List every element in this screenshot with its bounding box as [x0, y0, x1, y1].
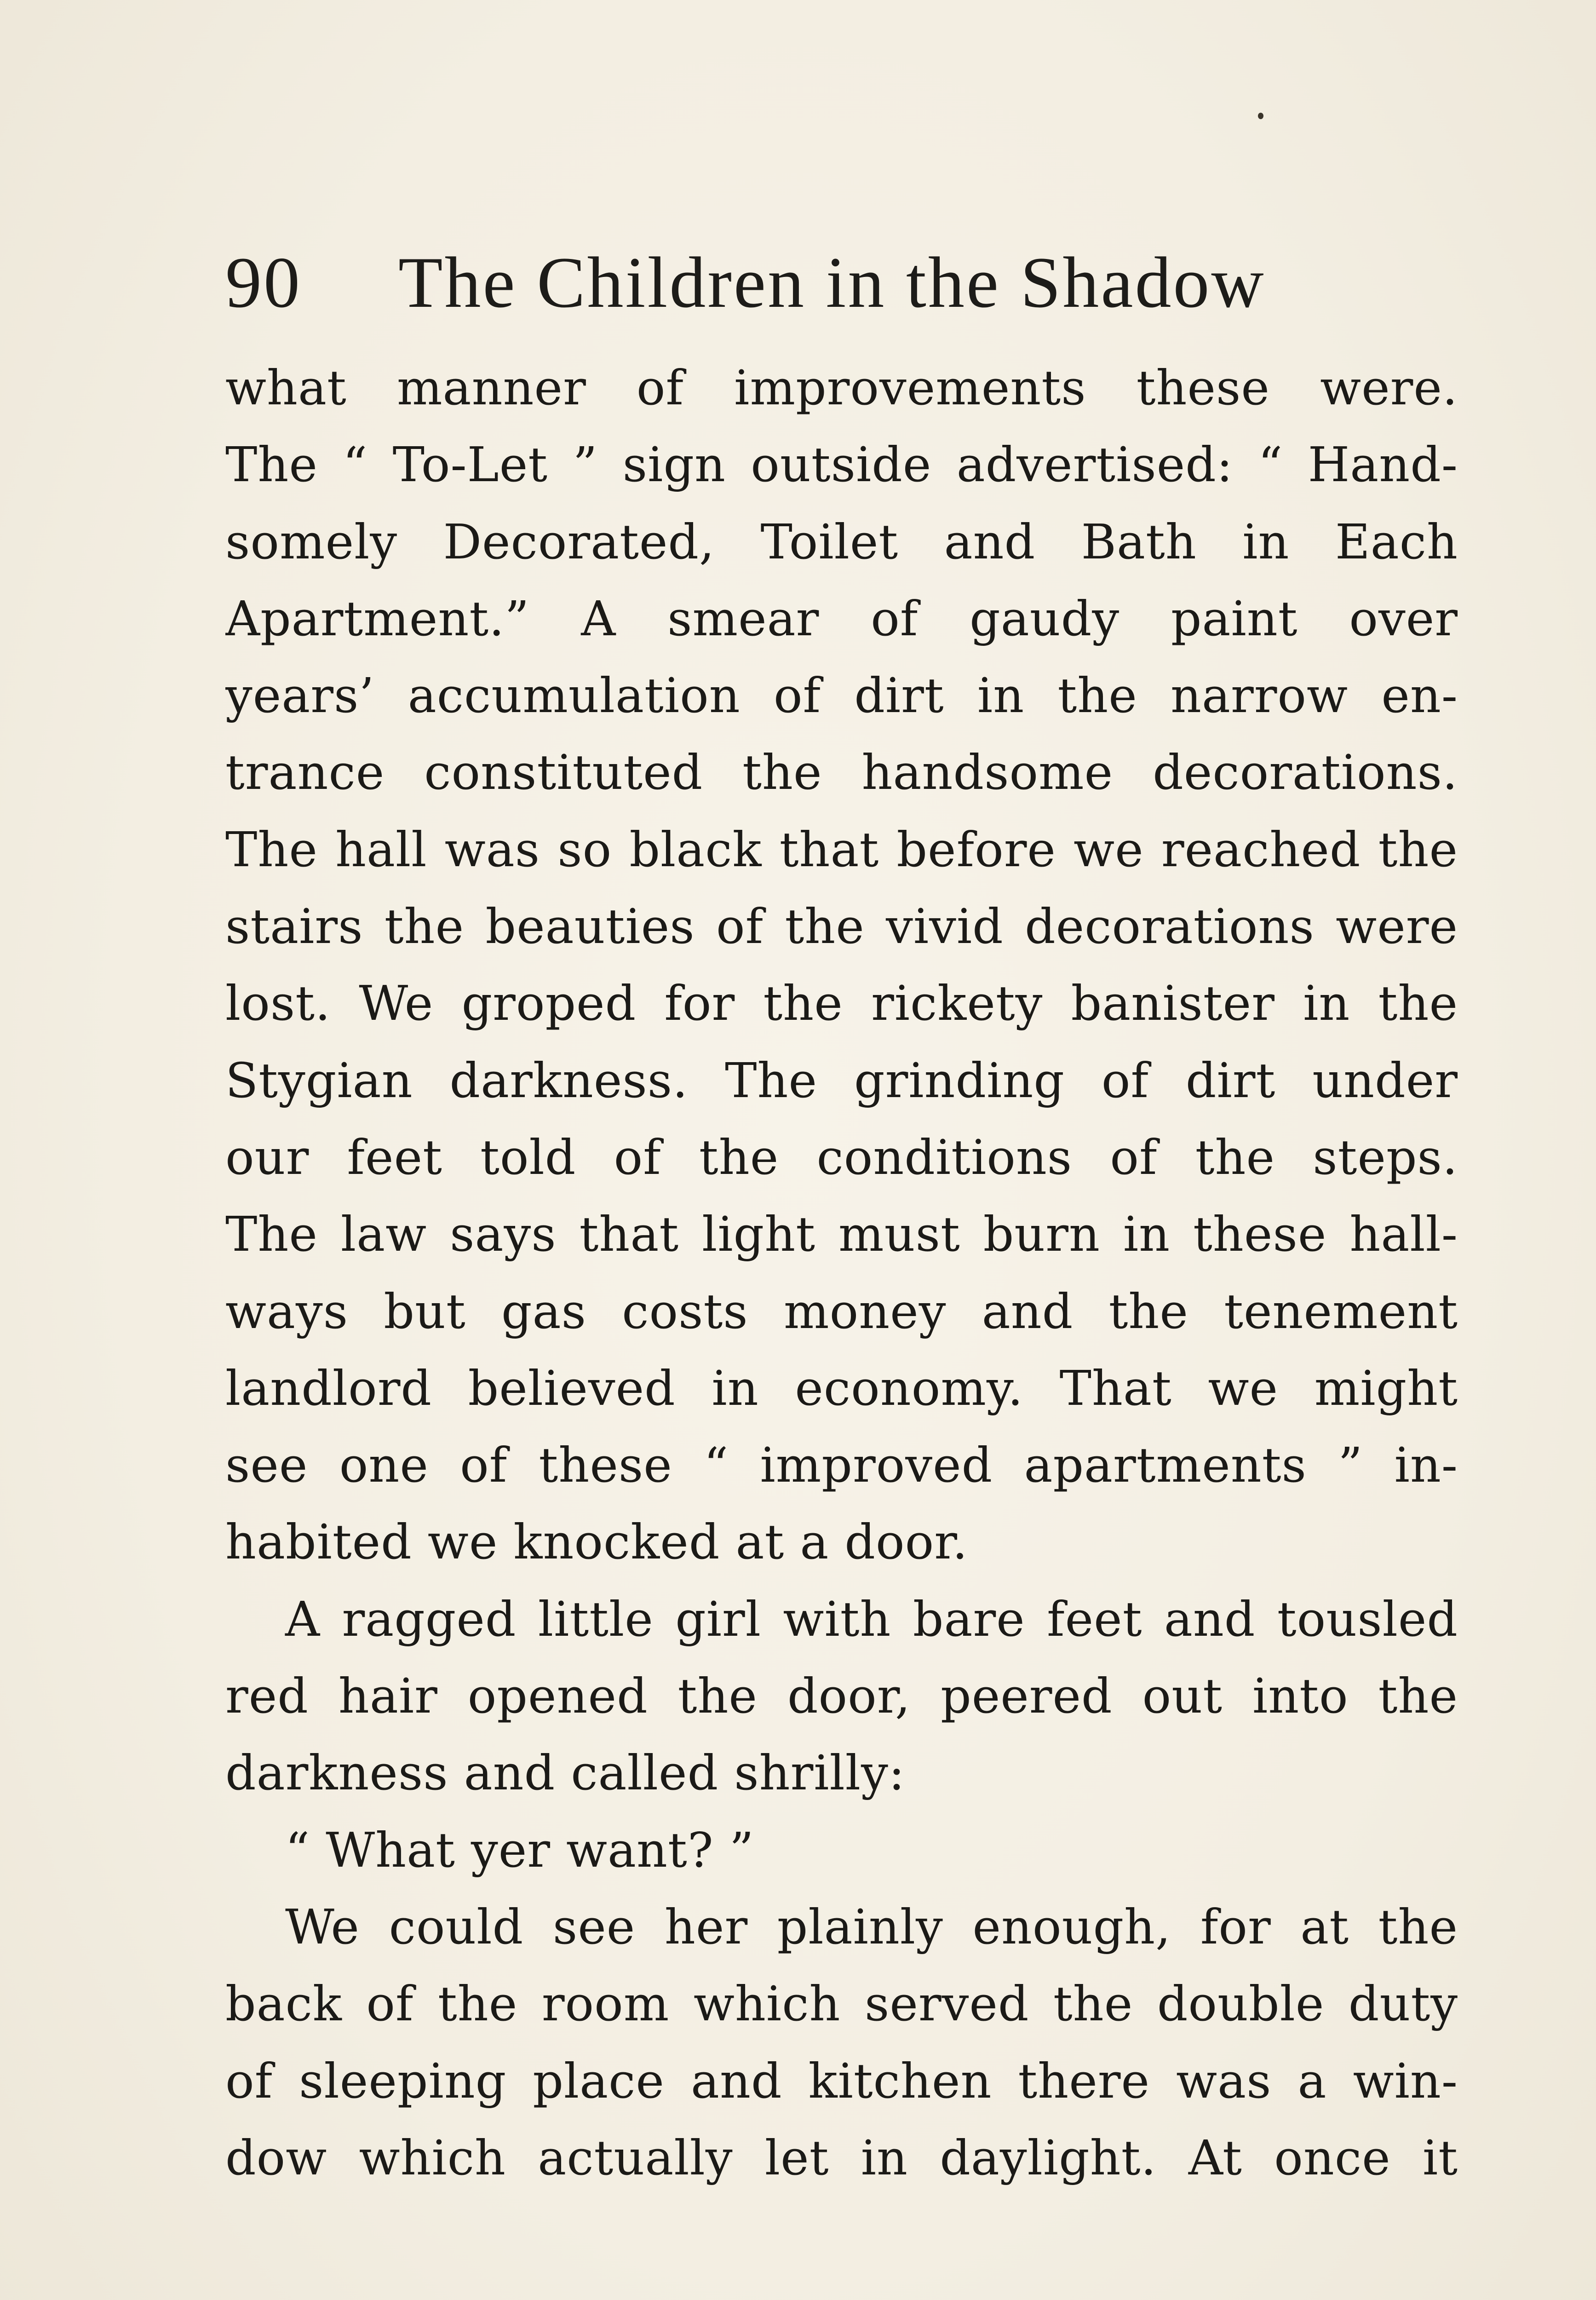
- text-line: see one of these “ improved apartments ” in-: [225, 1437, 1458, 1494]
- text-line: stairs the beauties of the vivid decorations were: [225, 898, 1458, 955]
- text-line: trance constituted the handsome decorations.: [225, 744, 1458, 801]
- text-line: The “ To-Let ” sign outside advertised: “ Hand-: [225, 437, 1458, 493]
- text-line: years’ accumulation of dirt in the narrow en-: [225, 667, 1458, 724]
- text-line: We could see her plainly enough, for at the: [285, 1898, 1458, 1955]
- ink-speck: [1258, 113, 1263, 119]
- text-line: of sleeping place and kitchen there was a win-: [225, 2053, 1458, 2109]
- book-title: The Children in the Shadow: [398, 242, 1266, 323]
- text-line: Apartment.” A smear of gaudy paint over: [225, 590, 1458, 647]
- text-line: somely Decorated, Toilet and Bath in Each: [225, 513, 1458, 570]
- text-line: The hall was so black that before we reached the: [225, 821, 1458, 878]
- text-line: what manner of improvements these were.: [225, 360, 1458, 416]
- text-line: “ What yer want? ”: [285, 1822, 754, 1878]
- text-line: dow which actually let in daylight. At once it: [225, 2129, 1458, 2186]
- text-line: darkness and called shrilly:: [225, 1745, 905, 1801]
- text-line: back of the room which served the double duty: [225, 1976, 1458, 2032]
- page-number: 90: [225, 242, 302, 323]
- text-line: A ragged little girl with bare feet and tousled: [285, 1591, 1458, 1647]
- body-text: [225, 350, 1458, 2196]
- running-head: [225, 244, 1283, 322]
- text-line: lost. We groped for the rickety banister in the: [225, 975, 1458, 1032]
- text-line: ways but gas costs money and the tenement: [225, 1283, 1458, 1340]
- text-line: Stygian darkness. The grinding of dirt under: [225, 1052, 1458, 1109]
- text-line: our feet told of the conditions of the steps.: [225, 1129, 1458, 1185]
- text-line: red hair opened the door, peered out into the: [225, 1668, 1458, 1725]
- text-line: The law says that light must burn in these hall-: [225, 1206, 1458, 1263]
- text-line: habited we knocked at a door.: [225, 1514, 968, 1570]
- text-line: landlord believed in economy. That we might: [225, 1360, 1458, 1416]
